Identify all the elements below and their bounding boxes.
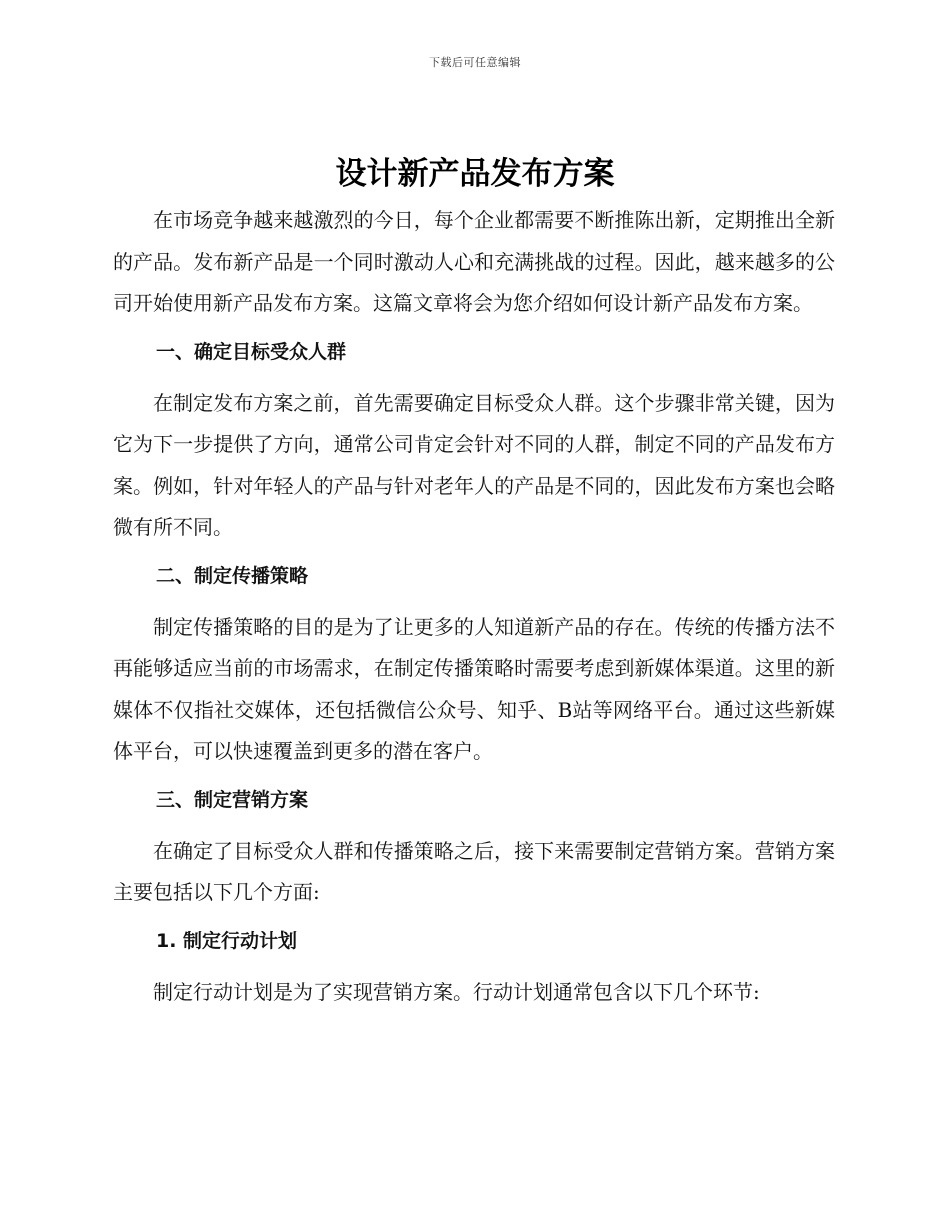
document-body bbox=[113, 200, 835, 1013]
section-heading-target-audience: 一、确定目标受众人群 bbox=[156, 340, 347, 363]
header-note: 下载后可任意编辑 bbox=[429, 56, 521, 69]
section-heading-communication-strategy: 二、制定传播策略 bbox=[156, 564, 309, 587]
section-heading-action-plan: 1. 制定行动计划 bbox=[156, 929, 298, 952]
section-paragraph-action-plan: 制定行动计划是为了实现营销方案。行动计划通常包含以下几个环节: bbox=[153, 979, 760, 1004]
page-title: 设计新产品发布方案 bbox=[335, 156, 615, 192]
section-paragraph-target-audience: 在制定发布方案之前，首先需要确定目标受众人群。这个步骤非常关键，因为它为下一步提供了方向，通常公司肯定会针对不同的人群，制定不同的产品发布方案。例如，针对年轻人的产品与针对老年人的产品是不同的，因此发布方案也会略微有所不同。 bbox=[113, 390, 835, 539]
section-paragraph-communication-strategy: 制定传播策略的目的是为了让更多的人知道新产品的存在。传统的传播方法不再能够适应当前的市场需求，在制定传播策略时需要考虑到新媒体渠道。这里的新媒体不仅指社交媒体，还包括微信公众号、知乎、B站等网络平台。通过这些新媒体平台，可以快速覆盖到更多的潜在客户。 bbox=[113, 614, 835, 763]
section-heading-marketing-plan: 三、制定营销方案 bbox=[156, 788, 309, 811]
section-paragraph-marketing-plan: 在确定了目标受众人群和传播策略之后，接下来需要制定营销方案。营销方案主要包括以下几个方面: bbox=[113, 838, 835, 904]
intro-paragraph: 在市场竞争越来越激烈的今日，每个企业都需要不断推陈出新，定期推出全新的产品。发布新产品是一个同时激动人心和充满挑战的过程。因此，越来越多的公司开始使用新产品发布方案。这篇文章将会为您介绍如何设计新产品发布方案。 bbox=[113, 208, 835, 315]
